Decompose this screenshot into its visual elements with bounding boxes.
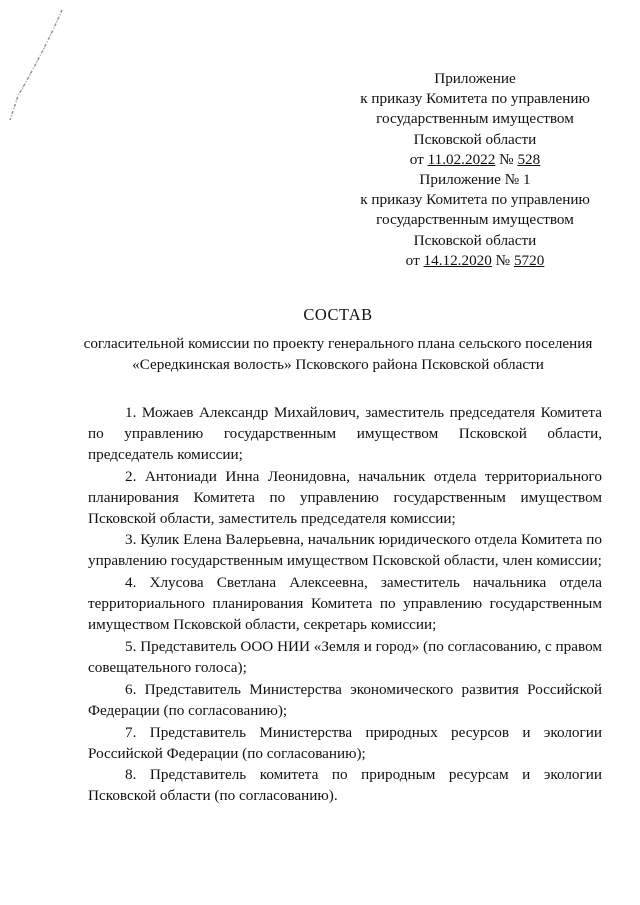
appendix-date: 11.02.2022 xyxy=(427,150,496,168)
document-title-block xyxy=(60,305,616,375)
member-item: 5. Представитель ООО НИИ «Земля и город» (по согласованию, с правом совещательного голоса); xyxy=(88,637,602,676)
document-subtitle-line1: согласительной комиссии по проекту генерального плана сельского поселения xyxy=(83,335,593,352)
appendix-order-line2: государственным имуществом xyxy=(376,110,574,128)
member-item: 7. Представитель Министерства природных ресурсов и экологии Российской Федерации (по согласованию); xyxy=(88,723,602,762)
member-item: 8. Представитель комитета по природным ресурсам и экологии Псковской области (по согласованию). xyxy=(88,766,602,805)
appendix-region: Псковской области xyxy=(413,130,537,148)
appendix-header xyxy=(330,69,620,271)
previous-appendix-date: 14.12.2020 xyxy=(423,251,492,269)
member-item: 3. Кулик Елена Валерьевна, начальник юридического отдела Комитета по управлению государственным имуществом Псковской области, член комиссии; xyxy=(88,531,602,570)
member-item: 1. Можаев Александр Михайлович, заместитель председателя Комитета по управлению государственным имуществом Псковской области, председатель комиссии; xyxy=(88,404,602,463)
appendix-number-sign: № xyxy=(499,150,514,168)
appendix-label: Приложение xyxy=(434,70,516,87)
appendix-number: 528 xyxy=(517,150,541,168)
appendix-from-prefix: от xyxy=(409,150,424,168)
document-subtitle-line2: «Середкинская волость» Псковского района Псковской области xyxy=(132,355,544,373)
previous-appendix-number: 5720 xyxy=(513,251,545,269)
commission-members-list xyxy=(88,403,602,808)
previous-appendix-date-line xyxy=(330,251,620,271)
appendix-date-line xyxy=(330,150,620,170)
previous-appendix-order-line1: к приказу Комитета по управлению xyxy=(360,191,590,209)
member-item: 4. Хлусова Светлана Алексеевна, заместитель начальника отдела территориального планирования Комитета по управлению государственным имуществом Псковской области, секретарь комиссии; xyxy=(88,574,602,634)
member-item: 6. Представитель Министерства экономического развития Российской Федерации (по согласованию); xyxy=(88,680,602,719)
previous-appendix-from-prefix: от xyxy=(405,251,420,269)
scan-edge-artifact xyxy=(4,8,64,128)
previous-appendix-number-sign: № xyxy=(495,251,511,269)
appendix-order-line1: к приказу Комитета по управлению xyxy=(360,90,590,108)
previous-appendix-region: Псковской области xyxy=(413,231,537,249)
previous-appendix-label: Приложение № 1 xyxy=(419,171,531,189)
member-item: 2. Антониади Инна Леонидовна, начальник отдела территориального планирования Комитета по управлению государственным имуществом Псковской области, заместитель председателя комиссии; xyxy=(88,467,602,527)
previous-appendix-order-line2: государственным имуществом xyxy=(376,211,574,229)
document-title: СОСТАВ xyxy=(303,305,373,324)
